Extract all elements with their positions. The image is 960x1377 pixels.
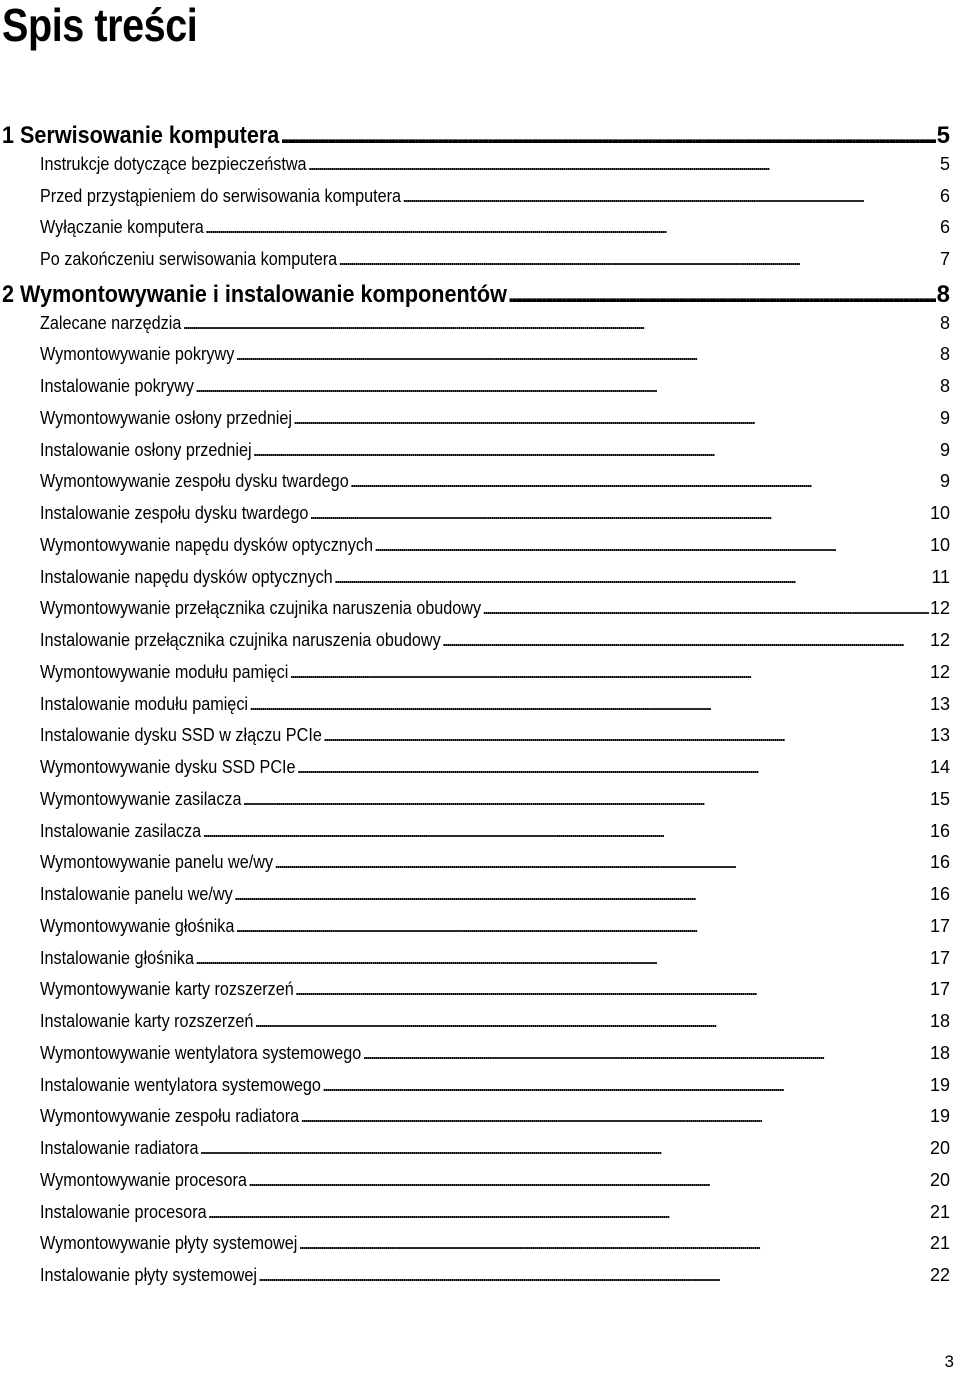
toc-entry-page-number: 13 <box>929 693 950 714</box>
toc-entry-label: Wymontowywanie przełącznika czujnika naruszenia obudowy <box>40 598 482 619</box>
toc-dot-leader <box>254 1011 929 1032</box>
toc-entry-label: Wymontowywanie osłony przedniej <box>40 407 292 428</box>
toc-entry-label: Wymontowywanie procesora <box>40 1169 247 1190</box>
toc-entry-label: Instalowanie modułu pamięci <box>40 693 249 714</box>
toc-section-entry[interactable] <box>40 408 950 440</box>
toc-dot-leader <box>195 376 939 397</box>
toc-dot-leader <box>195 948 929 969</box>
toc-dot-leader <box>200 1138 929 1159</box>
toc-section-entry[interactable] <box>40 1202 950 1234</box>
toc-entry-label: Instalowanie zasilacza <box>40 820 202 841</box>
toc-chapter-entry[interactable] <box>2 281 950 313</box>
toc-entry-page-number: 10 <box>929 534 950 555</box>
toc-entry-page-number: 19 <box>929 1074 950 1095</box>
toc-entry-label: Po zakończeniu serwisowania komputera <box>40 249 338 269</box>
toc-entry-label: Wymontowywanie płyty systemowej <box>40 1233 298 1254</box>
toc-section-entry[interactable] <box>40 1011 950 1043</box>
toc-section-entry[interactable] <box>40 1138 950 1170</box>
toc-dot-leader <box>323 725 929 746</box>
toc-entry-label: Instalowanie panelu we/wy <box>40 884 233 904</box>
toc-section-entry[interactable] <box>40 630 950 662</box>
toc-dot-leader <box>295 979 929 1000</box>
toc-section-entry[interactable] <box>40 344 950 376</box>
toc-entry-label: Wymontowywanie głośnika <box>40 915 235 936</box>
page-title: Spis treści <box>2 0 198 51</box>
toc-section-entry[interactable] <box>40 725 950 757</box>
toc-dot-leader <box>322 1075 929 1096</box>
toc-entry-label: Przed przystąpieniem do serwisowania komputera <box>40 185 402 206</box>
toc-dot-leader <box>234 884 929 905</box>
toc-section-entry[interactable] <box>40 948 950 980</box>
toc-entry-page-number: 12 <box>929 598 950 619</box>
toc-entry-page-number: 17 <box>929 979 950 1000</box>
toc-dot-leader <box>442 630 929 651</box>
toc-entry-label: Instalowanie pokrywy <box>40 376 194 396</box>
toc-dot-leader <box>508 281 936 309</box>
toc-entry-label: Instrukcje dotyczące bezpieczeństwa <box>40 153 307 174</box>
toc-entry-page-number: 6 <box>939 217 950 238</box>
toc-section-entry[interactable] <box>40 535 950 567</box>
toc-entry-page-number: 20 <box>929 1169 950 1190</box>
toc-entry-label: Wymontowywanie dysku SSD PCIe <box>40 757 296 777</box>
toc-dot-leader <box>289 662 929 683</box>
toc-dot-leader <box>202 821 929 842</box>
toc-entry-label: Instalowanie karty rozszerzeń <box>40 1011 254 1031</box>
toc-entry-page-number: 8 <box>939 344 950 365</box>
toc-entry-page-number: 20 <box>929 1138 950 1158</box>
toc-entry-page-number: 8 <box>939 312 950 333</box>
toc-section-entry[interactable] <box>40 154 950 186</box>
toc-dot-leader <box>280 122 935 150</box>
toc-dot-leader <box>350 471 939 492</box>
toc-entry-label: Instalowanie napędu dysków optycznych <box>40 566 333 587</box>
toc-entry-page-number: 8 <box>936 280 950 308</box>
toc-section-entry[interactable] <box>40 916 950 948</box>
toc-section-entry[interactable] <box>40 598 950 630</box>
toc-dot-leader <box>243 789 929 810</box>
toc-section-entry[interactable] <box>40 567 950 599</box>
toc-dot-leader <box>297 757 929 778</box>
toc-section-entry[interactable] <box>40 884 950 916</box>
toc-entry-page-number: 5 <box>939 153 950 174</box>
toc-section-entry[interactable] <box>40 376 950 408</box>
toc-entry-label: Wyłączanie komputera <box>40 217 204 238</box>
toc-dot-leader <box>248 1170 929 1191</box>
toc-dot-leader <box>235 916 929 937</box>
toc-section-entry[interactable] <box>40 757 950 789</box>
toc-entry-page-number: 13 <box>929 725 950 746</box>
toc-entry-label: Instalowanie wentylatora systemowego <box>40 1074 321 1095</box>
toc-entry-label: Wymontowywanie wentylatora systemowego <box>40 1042 362 1063</box>
toc-section-entry[interactable] <box>40 852 950 884</box>
toc-entry-label: Wymontowywanie napędu dysków optycznych <box>40 534 374 555</box>
toc-entry-page-number: 16 <box>929 820 950 841</box>
toc-entry-label: Instalowanie osłony przedniej <box>40 439 252 460</box>
toc-entry-label: Wymontowywanie zespołu radiatora <box>40 1106 300 1127</box>
toc-entry-page-number: 11 <box>931 566 950 587</box>
toc-entry-label: Wymontowywanie panelu we/wy <box>40 852 274 873</box>
toc-entry-label: Wymontowywanie zasilacza <box>40 788 242 809</box>
toc-dot-leader <box>338 249 939 270</box>
toc-chapter-entry[interactable] <box>2 122 950 154</box>
toc-dot-leader <box>308 154 939 175</box>
toc-entry-page-number: 5 <box>936 122 950 149</box>
toc-section-entry[interactable] <box>40 217 950 249</box>
toc-entry-page-number: 18 <box>929 1011 950 1031</box>
toc-dot-leader <box>182 313 939 334</box>
toc-entry-page-number: 17 <box>929 915 950 936</box>
toc-dot-leader <box>300 1106 929 1127</box>
toc-entry-page-number: 7 <box>939 249 950 269</box>
toc-section-entry[interactable] <box>40 1106 950 1138</box>
toc-entry-page-number: 21 <box>929 1233 950 1254</box>
toc-entry-label: Instalowanie radiatora <box>40 1138 199 1158</box>
toc-entry-label: 1 Serwisowanie komputera <box>2 122 280 149</box>
toc-dot-leader <box>374 535 929 556</box>
toc-dot-leader <box>293 408 939 429</box>
toc-section-entry[interactable] <box>40 1265 950 1297</box>
toc-entry-page-number: 12 <box>929 661 950 682</box>
toc-entry-page-number: 14 <box>929 757 950 777</box>
toc-entry-page-number: 9 <box>939 471 950 492</box>
toc-section-entry[interactable] <box>40 979 950 1011</box>
toc-entry-label: Zalecane narzędzia <box>40 312 182 333</box>
toc-dot-leader <box>258 1265 929 1286</box>
toc-entry-page-number: 16 <box>929 884 950 904</box>
toc-dot-leader <box>482 598 929 619</box>
toc-dot-leader <box>208 1202 929 1223</box>
toc-entry-label: Instalowanie przełącznika czujnika naruszenia obudowy <box>40 630 441 650</box>
toc-entry-label: Instalowanie głośnika <box>40 947 194 968</box>
toc-section-entry[interactable] <box>40 1170 950 1202</box>
toc-entry-label: Wymontowywanie karty rozszerzeń <box>40 979 294 1000</box>
toc-entry-page-number: 22 <box>929 1265 950 1285</box>
toc-section-entry[interactable] <box>40 1233 950 1265</box>
toc-section-entry[interactable] <box>40 313 950 345</box>
toc-dot-leader <box>205 217 939 238</box>
toc-entry-label: Wymontowywanie pokrywy <box>40 344 235 365</box>
toc-section-entry[interactable] <box>40 186 950 218</box>
toc-section-entry[interactable] <box>40 440 950 472</box>
toc-dot-leader <box>249 694 929 715</box>
toc-entry-label: Wymontowywanie zespołu dysku twardego <box>40 471 349 492</box>
toc-section-entry[interactable] <box>40 503 950 535</box>
toc-entry-label: 2 Wymontowywanie i instalowanie komponentów <box>2 280 507 308</box>
toc-entry-page-number: 16 <box>929 852 950 873</box>
toc-entry-page-number: 12 <box>929 630 950 650</box>
toc-dot-leader <box>235 344 939 365</box>
toc-entry-page-number: 8 <box>939 376 950 396</box>
toc-section-entry[interactable] <box>40 249 950 281</box>
toc-section-entry[interactable] <box>40 789 950 821</box>
toc-dot-leader <box>298 1233 929 1254</box>
toc-entry-page-number: 19 <box>929 1106 950 1127</box>
toc-section-entry[interactable] <box>40 1075 950 1107</box>
toc-entry-label: Wymontowywanie modułu pamięci <box>40 661 289 682</box>
toc-entry-page-number: 9 <box>939 439 950 460</box>
toc-dot-leader <box>274 852 929 873</box>
toc-section-entry[interactable] <box>40 694 950 726</box>
toc-entry-page-number: 17 <box>929 947 950 968</box>
toc-section-entry[interactable] <box>40 821 950 853</box>
toc-section-entry[interactable] <box>40 471 950 503</box>
toc-entry-label: Instalowanie dysku SSD w złączu PCIe <box>40 725 322 746</box>
toc-entry-page-number: 10 <box>929 503 950 523</box>
toc-dot-leader <box>334 567 931 588</box>
toc-entry-page-number: 15 <box>929 788 950 809</box>
toc-entry-page-number: 18 <box>929 1042 950 1063</box>
toc-dot-leader <box>362 1043 929 1064</box>
toc-entry-label: Instalowanie płyty systemowej <box>40 1265 257 1285</box>
toc-dot-leader <box>253 440 939 461</box>
toc-dot-leader <box>309 503 929 524</box>
page-number: 3 <box>944 1352 954 1371</box>
toc-entry-page-number: 6 <box>939 185 950 206</box>
toc-section-entry[interactable] <box>40 1043 950 1075</box>
toc-entry-page-number: 9 <box>939 407 950 428</box>
toc-section-entry[interactable] <box>40 662 950 694</box>
toc-dot-leader <box>402 186 939 207</box>
toc-entry-page-number: 21 <box>929 1201 950 1222</box>
toc-entry-label: Instalowanie zespołu dysku twardego <box>40 503 309 523</box>
toc-entry-label: Instalowanie procesora <box>40 1201 207 1222</box>
